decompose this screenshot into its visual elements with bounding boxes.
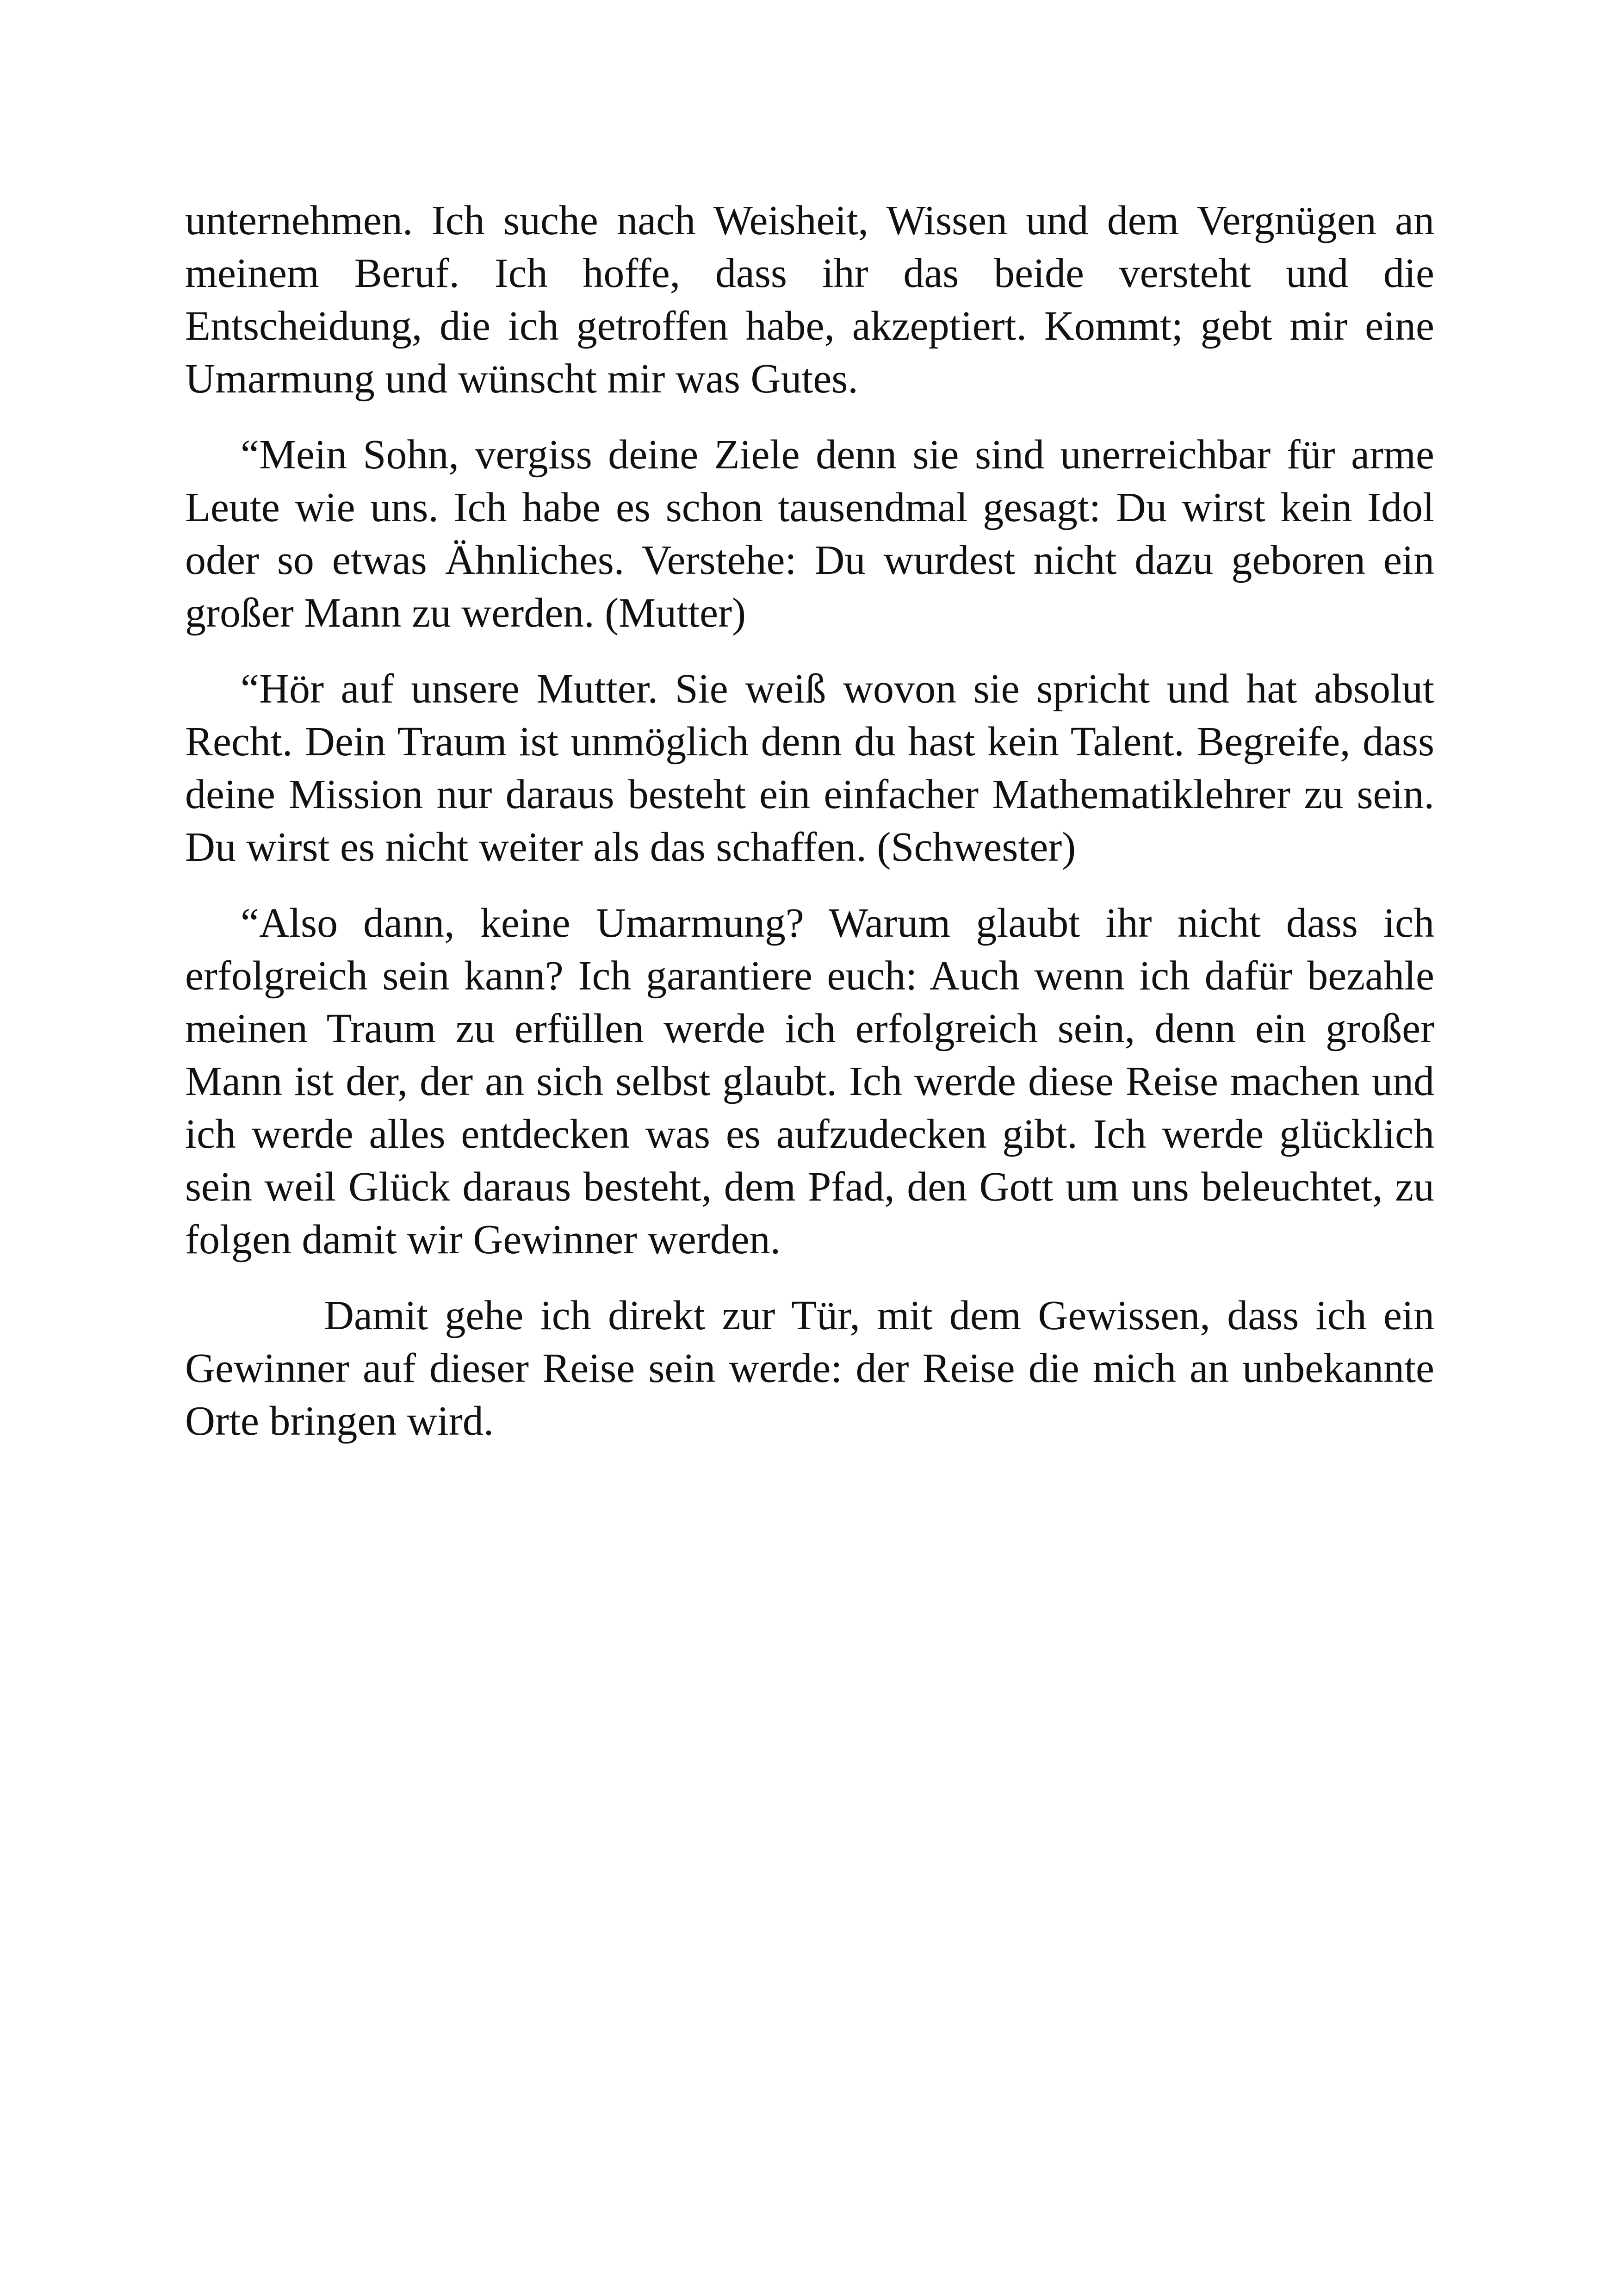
paragraph-closing: Damit gehe ich direkt zur Tür, mit dem Gewissen, dass ich ein Gewinner auf dieser Reise sein werde: der Reise die mich an unbekannte Orte bringen wird. bbox=[185, 1293, 1434, 1444]
paragraph-mother-quote: “Mein Sohn, vergiss deine Ziele denn sie sind unerreichbar für arme Leute wie uns. Ich habe es schon tausendmal gesagt: Du wirst kein Idol oder so etwas Ähnliches. Verstehe: Du wurdest nicht dazu geboren ein großer Mann zu werden. (Mutter) bbox=[185, 432, 1434, 636]
body-text bbox=[185, 194, 1434, 1471]
paragraph-continuation: unternehmen. Ich suche nach Weisheit, Wissen und dem Vergnügen an meinem Beruf. Ich hoffe, dass ihr das beide versteht und die Entscheidung, die ich getroffen habe, akzeptiert. Kommt; gebt mir eine Umarmung und wünscht mir was Gutes. bbox=[185, 198, 1434, 402]
paragraph-narrator-reply: “Also dann, keine Umarmung? Warum glaubt ihr nicht dass ich erfolgreich sein kann? Ich garantiere euch: Auch wenn ich dafür bezahle meinen Traum zu erfüllen werde ich erfolgreich sein, denn ein großer Mann ist der, der an sich selbst glaubt. Ich werde diese Reise machen und ich werde alles entdecken was es aufzudecken gibt. Ich werde glücklich sein weil Glück daraus besteht, dem Pfad, den Gott um uns beleuchtet, zu folgen damit wir Gewinner werden. bbox=[185, 900, 1434, 1263]
paragraph-sister-quote: “Hör auf unsere Mutter. Sie weiß wovon sie spricht und hat absolut Recht. Dein Traum ist unmöglich denn du hast kein Talent. Begreife, dass deine Mission nur daraus besteht ein einfacher Mathematiklehrer zu sein. Du wirst es nicht weiter als das schaffen. (Schwester) bbox=[185, 666, 1434, 870]
